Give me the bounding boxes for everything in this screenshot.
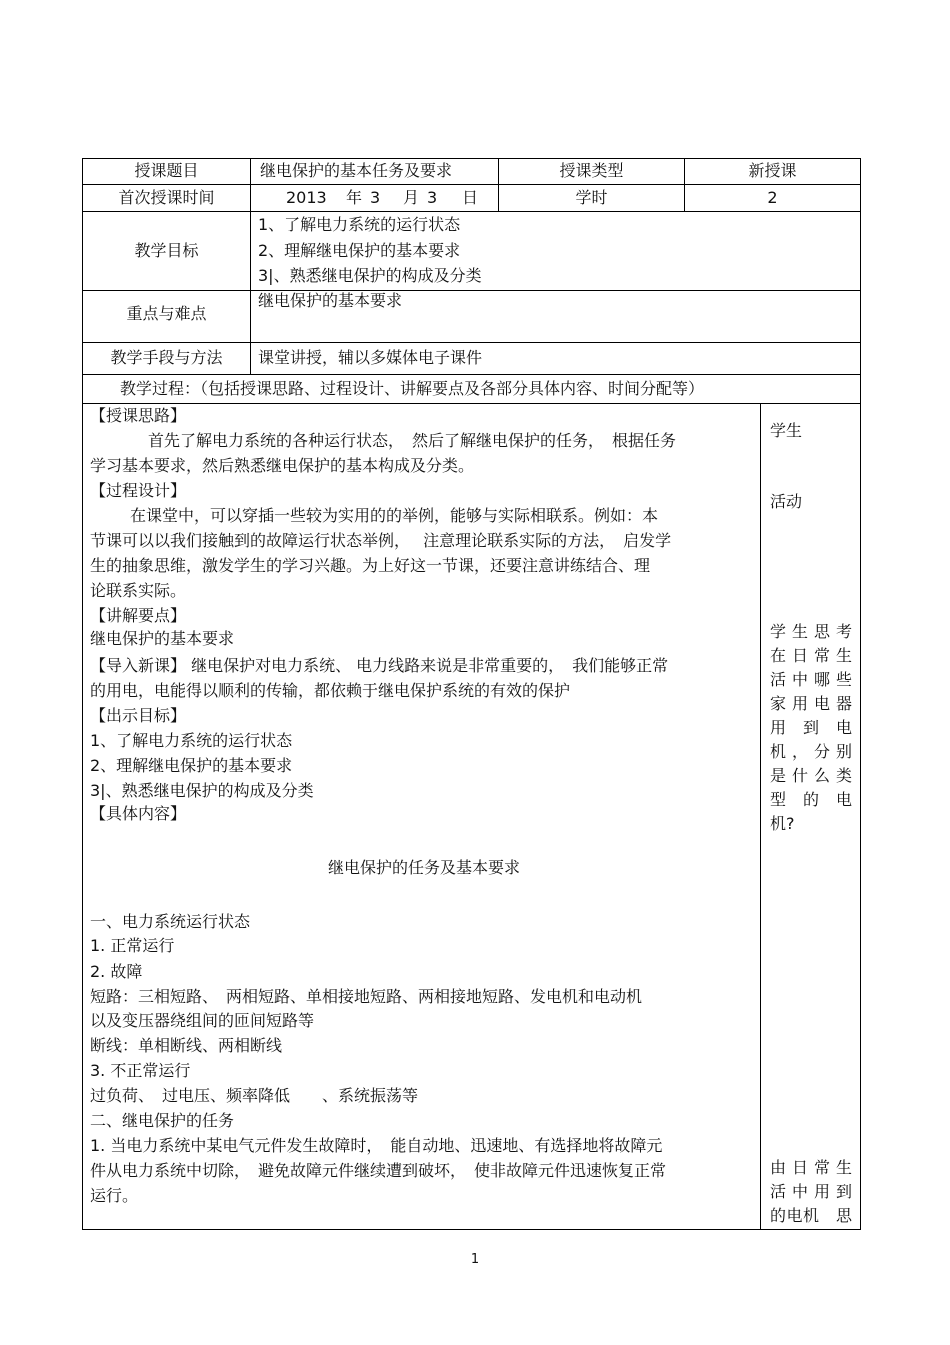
- side-note-line: 由日常生: [770, 1158, 852, 1177]
- table-border-row4: [82, 342, 861, 343]
- body-line: 【授课思路】: [90, 406, 187, 425]
- methods-label: 教学手段与方法: [110, 348, 223, 367]
- side-note-line: 活中用到: [770, 1182, 852, 1201]
- side-note-line: 活中哪些: [770, 670, 852, 689]
- body-line: 1. 当电力系统中某电气元件发生故障时， 能自动地、迅速地、有选择地将故障元: [90, 1136, 663, 1155]
- side-note-line: 在日常生: [770, 646, 852, 665]
- date-day: 3: [427, 188, 438, 207]
- goal-item: 1、了解电力系统的运行状态: [258, 215, 461, 234]
- body-line: 运行。: [90, 1186, 139, 1205]
- goals-label: 教学目标: [134, 241, 199, 260]
- page-number: 1: [470, 1252, 480, 1267]
- table-border-bottom: [82, 1229, 861, 1230]
- side-note-1: [770, 620, 852, 836]
- side-note-line: 机，分别: [770, 742, 852, 761]
- process-header: 教学过程：（包括授课思路、过程设计、讲解要点及各部分具体内容、时间分配等）: [120, 379, 705, 398]
- body-line: 【过程设计】: [90, 481, 187, 500]
- body-line: 的用电，电能得以顺利的传输，都依赖于继电保护系统的有效的保护: [90, 681, 571, 700]
- body-line: 节课可以以我们接触到的故障运行状态举例， 注意理论联系实际的方法， 启发学: [90, 531, 672, 550]
- body-line: 学习基本要求，然后熟悉继电保护的基本构成及分类。: [90, 456, 475, 475]
- body-line: 一、电力系统运行状态: [90, 912, 251, 931]
- type-value: 新授课: [748, 161, 797, 180]
- body-line: 件从电力系统中切除， 避免故障元件继续遭到破坏， 使非故障元件迅速恢复正常: [90, 1161, 667, 1180]
- topic-label: 授课题目: [134, 161, 199, 180]
- section-title: 继电保护的任务及基本要求: [328, 858, 521, 877]
- side-note-2: [770, 1156, 852, 1228]
- body-line: 【具体内容】: [90, 804, 187, 823]
- body-line: 论联系实际。: [90, 581, 187, 600]
- goal-item: 3|、熟悉继电保护的构成及分类: [258, 266, 482, 285]
- body-line: 首先了解电力系统的各种运行状态， 然后了解继电保护的任务， 根据任务: [148, 431, 677, 450]
- body-line: 1. 正常运行: [90, 936, 175, 955]
- body-line: 3. 不正常运行: [90, 1061, 191, 1080]
- date-year-unit: 年: [346, 188, 363, 207]
- first-time-label: 首次授课时间: [118, 188, 215, 207]
- topic-value: 继电保护的基本任务及要求: [260, 161, 453, 180]
- body-line: 短路：三相短路、 两相短路、单相接地短路、两相接地短路、发电机和电动机: [90, 987, 643, 1006]
- table-border-row3: [82, 290, 861, 291]
- side-activity: 活动: [770, 492, 803, 511]
- side-note-line: 是什么类: [770, 766, 852, 785]
- table-border-row5: [82, 374, 861, 375]
- body-line: 【讲解要点】: [90, 606, 187, 625]
- body-line: 2. 故障: [90, 962, 143, 981]
- body-line: 在课堂中，可以穿插一些较为实用的的举例，能够与实际相联系。例如：本: [130, 506, 659, 525]
- table-border-row6: [82, 403, 861, 404]
- body-line: 过负荷、 过电压、频率降低 、系统振荡等: [90, 1086, 419, 1105]
- table-col-divider-side: [760, 403, 761, 1230]
- date-month: 3: [370, 188, 381, 207]
- side-note-line: 机?: [770, 814, 795, 833]
- side-note-line: 型 的 电: [770, 790, 852, 809]
- body-line: 2、理解继电保护的基本要求: [90, 756, 293, 775]
- body-line: 生的抽象思维，激发学生的学习兴趣。为上好这一节课，还要注意讲练结合、理: [90, 556, 651, 575]
- table-border-top: [82, 158, 861, 159]
- body-line: 【出示目标】: [90, 706, 187, 725]
- side-student: 学生: [770, 421, 803, 440]
- body-line: 3|、熟悉继电保护的构成及分类: [90, 781, 314, 800]
- type-label: 授课类型: [559, 161, 624, 180]
- date-day-unit: 日: [462, 188, 479, 207]
- body-line: 【导入新课】 继电保护对电力系统、 电力线路来说是非常重要的， 我们能够正常: [90, 656, 669, 675]
- key-points-value: 继电保护的基本要求: [258, 291, 403, 310]
- body-line: 继电保护的基本要求: [90, 629, 235, 648]
- table-border-row1: [82, 184, 861, 185]
- table-border-right: [860, 158, 861, 1230]
- goal-item: 2、理解继电保护的基本要求: [258, 241, 461, 260]
- body-line: 二、继电保护的任务: [90, 1111, 235, 1130]
- date-month-unit: 月: [403, 188, 420, 207]
- table-col-divider-1: [250, 158, 251, 375]
- body-line: 1、了解电力系统的运行状态: [90, 731, 293, 750]
- body-line: 断线：单相断线、两相断线: [90, 1036, 283, 1055]
- table-border-row2: [82, 211, 861, 212]
- side-note-line: 用 到 电: [770, 718, 852, 737]
- hours-label: 学时: [575, 188, 608, 207]
- methods-value: 课堂讲授，辅以多媒体电子课件: [258, 348, 483, 367]
- side-note-line: 家用电器: [770, 694, 852, 713]
- date-year: 2013: [286, 188, 327, 207]
- side-note-line: 学生思考: [770, 622, 852, 641]
- body-line: 以及变压器绕组间的匝间短路等: [90, 1011, 315, 1030]
- key-points-label: 重点与难点: [126, 304, 207, 323]
- side-note-line: 的电机 思: [770, 1206, 852, 1225]
- hours-value: 2: [767, 188, 778, 207]
